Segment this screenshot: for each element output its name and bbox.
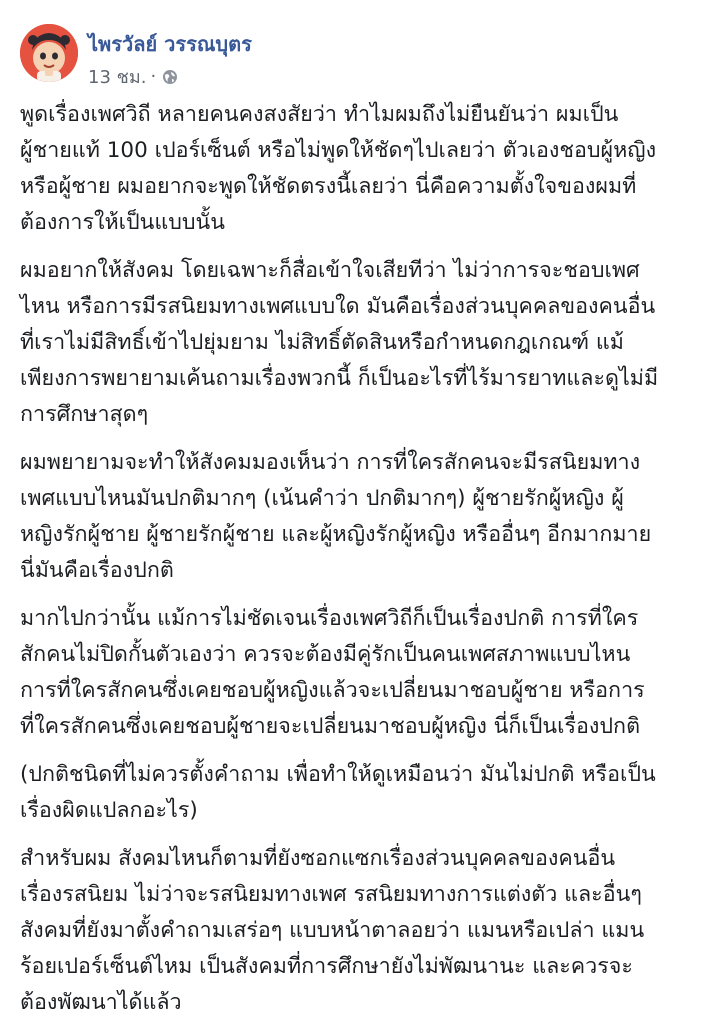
post-paragraph: สำหรับผม สังคมไหนก็ตามที่ยังซอกแซกเรื่องส่วนบุคคลของคนอื่น เรื่องรสนิยม ไม่ว่าจะรสนิยมทางเพศ รสนิยมทางการแต่งตัว และอื่นๆ สังคมที่ยังมาตั้งคำถามเสร่อๆ แบบหน้าตาลอยว่า แมนหรือเปล่า แมน ร้อยเปอร์เซ็นต์ไหม เป็นสังคมที่การศึกษายังไม่พัฒนานะ และควรจะ ต้องพัฒนาได้แล้ว (20, 846, 645, 1015)
avatar[interactable] (20, 24, 78, 82)
cartoon-avatar-icon (20, 24, 78, 82)
post-paragraph: ผมพยายามจะทำให้สังคมมองเห็นว่า การที่ใครสักคนจะมีรสนิยมทาง เพศแบบไหนมันปกติมากๆ (เน้นคำว่า ปกติมากๆ) ผู้ชายรักผู้หญิง ผู้ หญิงรักผู้ชาย ผู้ชายรักผู้ชาย และผู้หญิงรักผู้หญิง หรืออื่นๆ อีกมากมาย นี่มันคือเรื่องปกติ (20, 450, 652, 583)
post-paragraph: พูดเรื่องเพศวิถี หลายคนคงสงสัยว่า ทำไมผมถึงไม่ยืนยันว่า ผมเป็น ผู้ชายแท้ 100 เปอร์เซ็นต์ หรือไม่พูดให้ชัดๆไปเลยว่า ตัวเองชอบผู้หญิง หรือผู้ชาย ผมอยากจะพูดให้ชัดตรงนี้เลยว่า นี่คือความตั้งใจของผมที่ ต้องการให้เป็นแบบนั้น (20, 102, 657, 235)
post-body (20, 97, 692, 1033)
globe-icon[interactable] (162, 69, 178, 85)
post-meta (88, 62, 178, 91)
post-paragraph: (ปกติชนิดที่ไม่ควรตั้งคำถาม เพื่อทำให้ดูเหมือนว่า มันไม่ปกติ หรือเป็น เรื่องผิดแปลกอะไร) (20, 762, 656, 823)
post-paragraph: มากไปกว่านั้น แม้การไม่ชัดเจนเรื่องเพศวิถีก็เป็นเรื่องปกติ การที่ใคร สักคนไม่ปิดกั้นตัวเองว่า ควรจะต้องมีคู่รักเป็นคนเพศสภาพแบบไหน การที่ใครสักคนซึ่งเคยชอบผู้หญิงแล้วจะเปลี่ยนมาชอบผู้ชาย หรือการ ที่ใครสักคนซึ่งเคยชอบผู้ชายจะเปลี่ยนมาชอบผู้หญิง นี่ก็เป็นเรื่องปกติ (20, 606, 645, 739)
post-header (20, 24, 680, 86)
post-paragraph: ผมอยากให้สังคม โดยเฉพาะก็สื่อเข้าใจเสียทีว่า ไม่ว่าการจะชอบเพศ ไหน หรือการมีรสนิยมทางเพศแบบใด มันคือเรื่องส่วนบุคคลของคนอื่น ที่เราไม่มีสิทธิ์เข้าไปยุ่มยาม ไม่สิทธิ์ตัดสินหรือกำหนดกฎเกณฑ์ แม้ เพียงการพยายามเค้นถามเรื่องพวกนี้ ก็เป็นอะไรที่ไร้มารยาทและดูไม่มี การศึกษาสุดๆ (20, 258, 659, 427)
author-name[interactable]: ไพรวัลย์ วรรณบุตร (88, 32, 252, 56)
meta-separator: · (150, 66, 157, 87)
post-timestamp[interactable]: 13 ชม. (88, 67, 147, 88)
